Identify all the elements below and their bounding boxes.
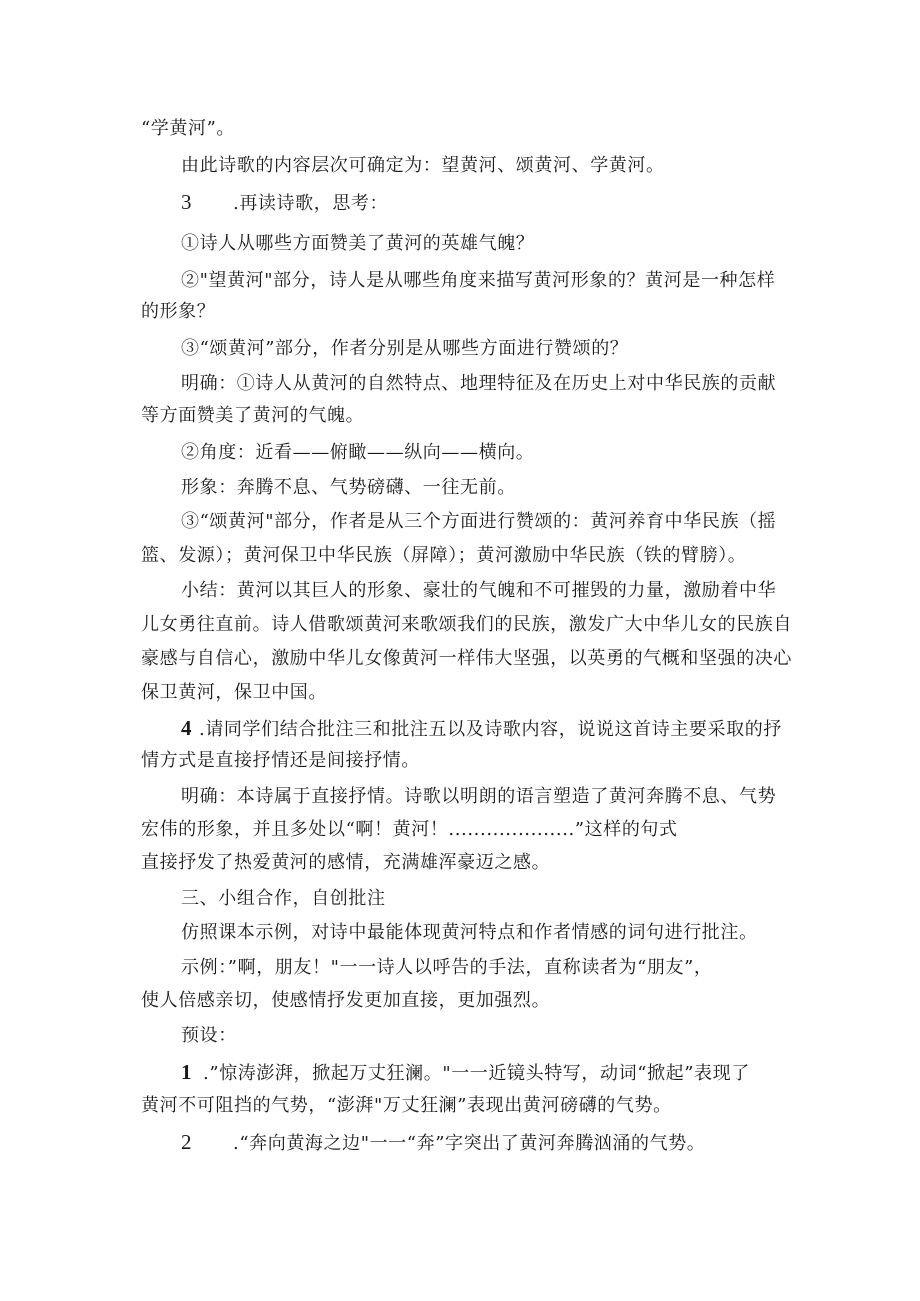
text-line: ②角度：近看——俯瞰——纵向——横向。 xyxy=(181,442,535,463)
text-line: ③“颂黄河"部分，作者是从三个方面进行赞颂的：黄河养育中华民族（摇 xyxy=(181,511,777,532)
list-item-3 xyxy=(181,190,388,216)
text-line: 由此诗歌的内容层次可确定为：望黄河、颂黄河、学黄河。 xyxy=(181,155,665,176)
text-line: 明确：①诗人从黄河的自然特点、地理特征及在历史上对中华民族的贡献 xyxy=(181,373,777,394)
text-line: 预设： xyxy=(181,1025,237,1046)
text-line: 儿女勇往直前。诗人借歌颂黄河来歌颂我们的民族，激发广大中华儿女的民族自 xyxy=(141,614,792,635)
text-line: 仿照课本示例，对诗中最能体现黄河特点和作者情感的词句进行批注。 xyxy=(181,922,758,943)
text-line: .请同学们结合批注三和批注五以及诗歌内容，说说这首诗主要采取的抒 xyxy=(199,719,782,740)
text-line: 的形象？ xyxy=(141,301,216,322)
text-line: 豪感与自信心，激励中华儿女像黄河一样伟大坚强，以英勇的气概和坚强的决心 xyxy=(141,648,792,669)
text-line: 明确：本诗属于直接抒情。诗歌以明朗的语言塑造了黄河奔腾不息、气势 xyxy=(181,786,777,807)
text-line: 篮、发源）；黄河保卫中华民族（屏障）；黄河激励中华民族（铁的臂膀）。 xyxy=(141,545,747,566)
text-line: .再读诗歌，思考： xyxy=(233,193,389,214)
text-line: 使人倍感亲切，使感情抒发更加直接，更加强烈。 xyxy=(141,990,551,1011)
text-line: 宏伟的形象，并且多处以“啊！黄河！....................”这样的句式 xyxy=(141,819,678,840)
text-line: 形象：奔腾不息、气势磅礴、一往无前。 xyxy=(181,477,516,498)
text-line: 示例：”啊，朋友！"一一诗人以呼告的手法，直称读者为“朋友”， xyxy=(181,957,713,978)
section-heading: 三、小组合作，自创批注 xyxy=(181,888,386,909)
preset-item-1 xyxy=(181,1060,750,1086)
item-number: 2 xyxy=(181,1130,193,1154)
text-line: 情方式是直接抒情还是间接抒情。 xyxy=(141,750,420,771)
list-item-4 xyxy=(181,716,782,742)
text-line: 直接抒发了热爱黄河的感情，充满雄浑豪迈之感。 xyxy=(141,852,551,873)
text-line: ①诗人从哪些方面赞美了黄河的英雄气魄？ xyxy=(181,233,535,254)
text-line: 黄河不可阻挡的气势，“澎湃"万丈狂澜”表现出黄河磅礴的气势。 xyxy=(141,1095,672,1116)
text-line: .”惊涛澎湃，掀起万丈狂澜。"一一近镜头特写，动词“掀起”表现了 xyxy=(203,1063,750,1084)
text-line: .“奔向黄海之边"一一“奔”字突出了黄河奔腾汹涌的气势。 xyxy=(233,1133,706,1154)
item-number: 3 xyxy=(181,190,193,214)
text-line: 等方面赞美了黄河的气魄。 xyxy=(141,405,365,426)
text-line: ②"望黄河"部分，诗人是从哪些角度来描写黄河形象的？黄河是一种怎样 xyxy=(181,270,776,291)
text-line: ③“颂黄河”部分，作者分别是从哪些方面进行赞颂的？ xyxy=(181,338,629,359)
text-line: “学黄河”。 xyxy=(141,118,236,139)
item-number: 4 xyxy=(181,716,193,740)
text-line: 小结：黄河以其巨人的形象、豪壮的气魄和不可摧毁的力量，激励着中华 xyxy=(181,580,777,601)
text-line: 保卫黄河，保卫中国。 xyxy=(141,682,327,703)
item-number: 1 xyxy=(181,1060,193,1084)
preset-item-2 xyxy=(181,1130,705,1156)
